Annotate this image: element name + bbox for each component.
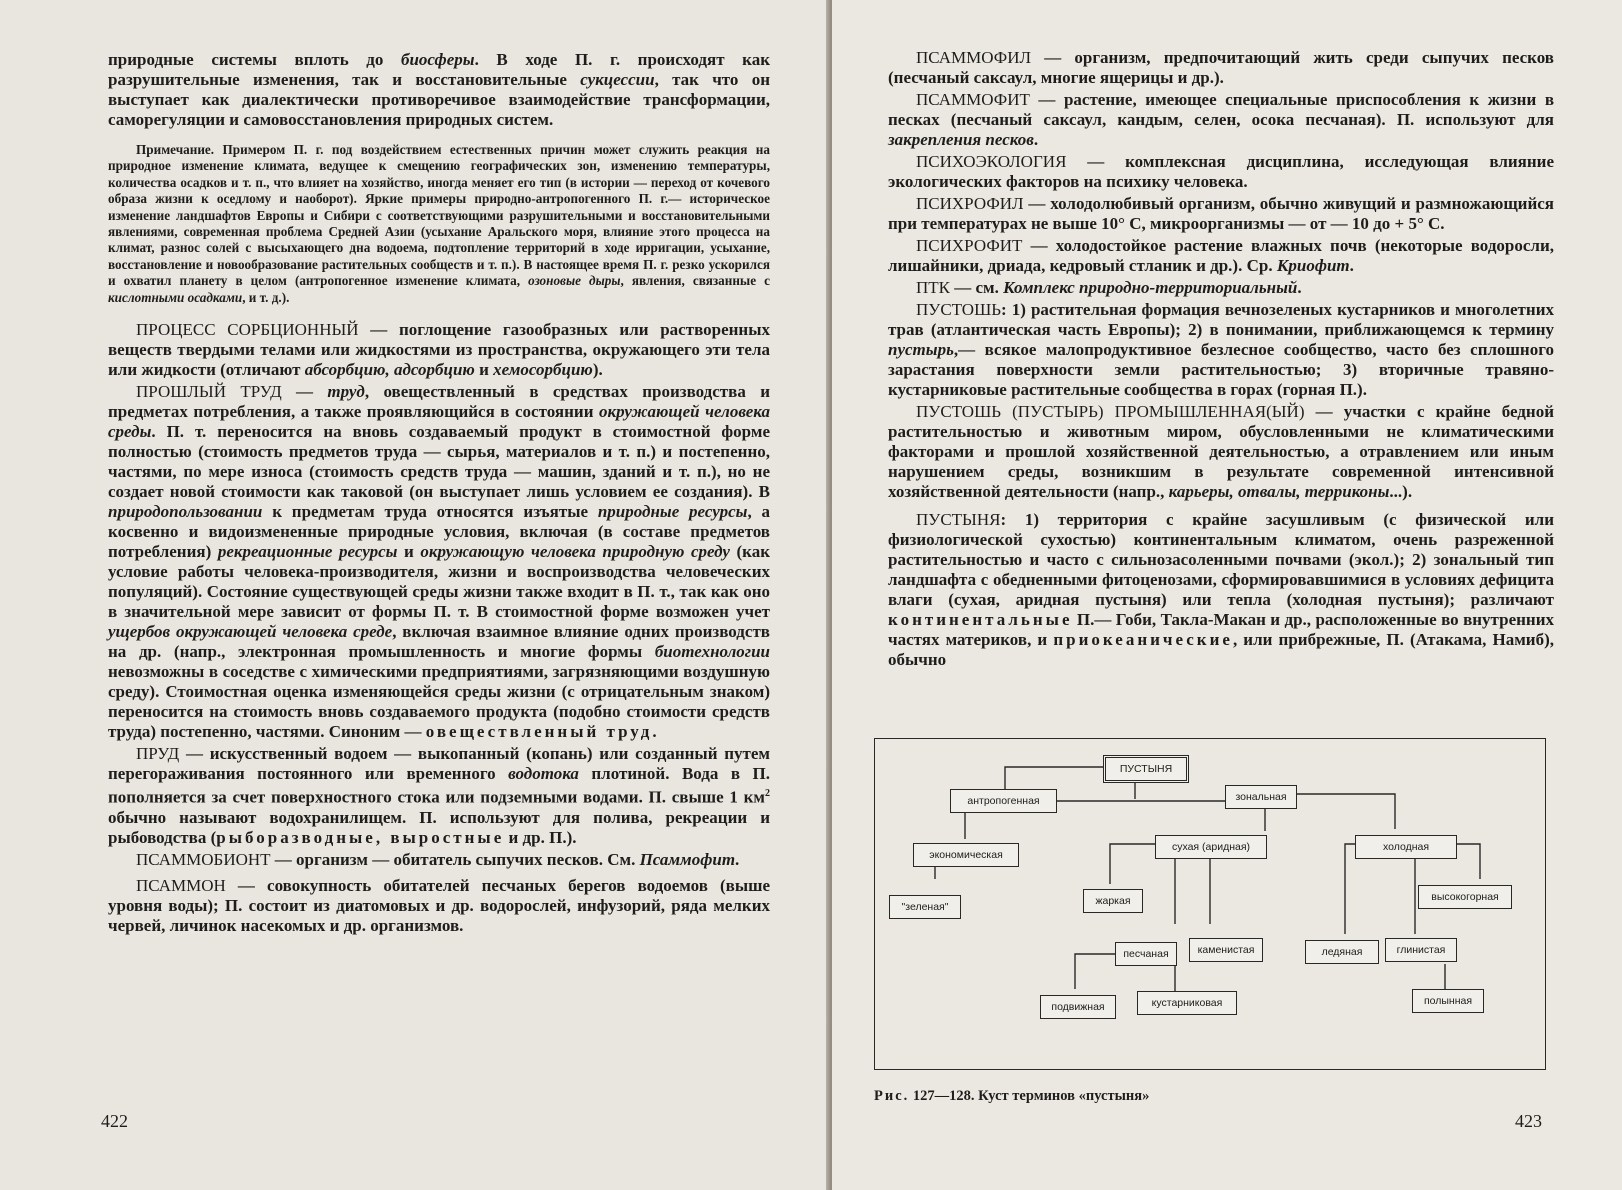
term-link: Псаммофит [639, 849, 736, 869]
text: — организм — обитатель сыпучих песков. См. [270, 849, 640, 869]
text: невозможны в соседстве с химическими предприятиями, загрязняющими воздушную среду). Стоимостная оценка изменяющейся среды жизни (с отрицательным знаком) переносится на стоимость вновь создаваемого продукта (подобно стоимости средств труда) постепенно, частями. Синоним — [108, 662, 770, 742]
page-number: 422 [101, 1111, 128, 1131]
entry-psammon [108, 876, 770, 936]
diagram-node-green: "зеленая" [889, 895, 961, 919]
term-link: окружающую человека природную среду [420, 542, 730, 562]
spaced-text: континентальные [888, 610, 1073, 629]
text: . [1349, 256, 1354, 275]
term-link: биотехнологии [654, 642, 770, 662]
entry-psychrophil [888, 194, 1554, 234]
text: ,— всякое малопродуктивное безлесное сообщество, часто без сплошного зарастания поверхности земли растительностью; 3) вторичные травяно-кустарниковые растительные сообщества в горах (горная П.). [888, 340, 1554, 399]
term-link: пустырь [888, 340, 954, 359]
diagram-node-clayey: глинистая [1385, 938, 1457, 962]
text: плотиной. Вода в П. пополняется за счет поверхностного стока или подземными водами. П. свыше 1 км [108, 764, 770, 807]
term-link: кислотными осадками [108, 289, 243, 305]
figure-caption [874, 1088, 1149, 1105]
text: — холодостойкое растение влажных почв (некоторые водоросли, лишайники, дриада, кедровый стланик и др.). Ср. [888, 236, 1554, 275]
note-paragraph [108, 142, 770, 306]
text: . В ходе П. г. происходят как разрушительные изменения, так и восстановительные [108, 50, 770, 89]
entry-head: ПТК [916, 278, 950, 297]
diagram-node-root: ПУСТЫНЯ [1103, 755, 1189, 783]
entry-head: ПСАММОН [136, 875, 226, 895]
text: — холодолюбивый организм, обычно живущий и размножающийся при температурах не выше 10° С, микроорганизмы — от — 10 до + 5° С. [888, 194, 1554, 233]
term-link: Комплекс природно-территориальный [1003, 278, 1298, 297]
term-link: Криофит [1276, 256, 1350, 275]
term-link: хемосорбцию [493, 360, 593, 380]
right-column [888, 46, 1554, 670]
entry-head: ПСАММОБИОНТ [136, 849, 271, 869]
term-link: озоновые дыры [528, 273, 621, 289]
right-page [832, 0, 1622, 1190]
text: . [1297, 278, 1302, 297]
text: . [652, 722, 657, 742]
entry-head: ПРОШЛЫЙ ТРУД [136, 382, 282, 402]
text: ). [592, 360, 603, 380]
term-link: карьеры, отвалы, терриконы [1168, 482, 1390, 501]
text: (как условие работы человека-производителя, жизни и воспроизводства человеческих популяций). Состояние существующей среды жизни также входит в П. т., так как оно в значительной мере зависит от формы П. т. В стоимостной форме возможен учет [108, 542, 770, 622]
entry-past-labor [108, 382, 770, 742]
text: — [281, 382, 328, 402]
text: . [735, 849, 740, 869]
entry-head: ПСИХРОФИТ [916, 236, 1023, 255]
text: . [1033, 130, 1039, 149]
superscript: 2 [765, 788, 770, 800]
term-link: труд [327, 382, 365, 402]
term-link: сукцессии [580, 70, 655, 89]
caption-prefix: Рис. [874, 1088, 910, 1104]
term-link: абсорбцию, адсорбцию [304, 360, 475, 380]
text: природные системы вплоть до [108, 50, 401, 69]
diagram-node-wormwood: полынная [1412, 989, 1484, 1013]
entry-pustosh-industrial [888, 402, 1554, 502]
text: , или прибрежные, П. (Атакама, Намиб), обычно [888, 630, 1555, 669]
text: : 1) территория с крайне засушливым (с физической или физиологической сухостью) континентальным климатом, очень разреженной растительностью и часто с сильнозасоленными почвами (экол.); 2) зональный тип ландшафта с обедненными фитоценозами, сформировавшимися в условиях дефицита влаги (сухая, аридная пустыня) или тепла (холодная пустыня); различают [888, 510, 1554, 609]
text: — поглощение газообразных или растворенных веществ твердыми телами или жидкостями из пространства, окружающего эти тела или жидкости (отличают [108, 320, 771, 380]
page-number: 423 [1515, 1111, 1542, 1131]
entry-psammobiont [108, 850, 770, 870]
text: : 1) растительная формация вечнозеленых кустарников и многолетних трав (атлантическая часть Европы); 2) в понимании, приближающемся к термину [888, 300, 1554, 339]
term-link: биосферы [400, 50, 475, 69]
entry-psychoecology [888, 152, 1554, 192]
diagram-node-dry: сухая (аридная) [1155, 835, 1267, 859]
text: , и т. д.). [242, 289, 290, 305]
entry-pond [108, 744, 770, 848]
text: Примером П. г. под воздействием естественных причин может служить реакция на природное изменение климата, ведущее к смещению географических зон, изменению температуры, количества осадков и т. п., что влияет на хозяйство, иногда меняет его тип (в истории — переход от кочевого образа жизни к оседлому и наоборот). Яркие примеры природно-антропогенного П. г.— историческое изменение ландшафтов Европы и Сибири с соответствующими разрушительными и восстановительными явлениями, современная проблема Средней Азии (усыхание Аральского моря, влияние этого процесса на климат, разнос солей с высыхающего дна водоема, подтопление территорий в ходе ирригации, усыхание, восстановление и новообразование растительных сообществ и т. п.). В настоящее время П. г. резко ускорился и охватил планету в целом (антропогенное изменение климата, [108, 142, 770, 289]
term-link: водотока [508, 764, 579, 784]
entry-head: ПУСТОШЬ (ПУСТЫРЬ) ПРОМЫШЛЕННАЯ(ЫЙ) [916, 402, 1305, 421]
text: , овеществленный в средствах производства и предметах потребления, а также проявляющийся в состоянии [108, 382, 770, 422]
entry-head: ПСИХОЭКОЛОГИЯ [916, 152, 1067, 171]
caption-text: 127—128. Куст терминов «пустыня» [909, 1088, 1150, 1104]
diagram-node-cold: холодная [1355, 835, 1457, 859]
text: ...). [1389, 482, 1413, 501]
text: обычно называют водохранилищем. П. используют для полива, рекреации и рыбоводства ( [108, 807, 770, 847]
text: и [474, 360, 494, 380]
entry-head: ПРОЦЕСС СОРБЦИОННЫЙ [136, 320, 359, 340]
text: . П. т. переносится на вновь создаваемый продукт в стоимостной форме полностью (стоимость предметов труда — сырья, материалов и т. п.) и постепенно, частями, по мере износа (стоимость средств труда — машин, зданий и т. п.), но не создает новой стоимости как таковой (он выступает лишь условием ее создания). В [108, 422, 770, 502]
diagram-node-highland: высокогорная [1418, 885, 1512, 909]
diagram-node-shrub: кустарниковая [1137, 991, 1237, 1015]
text: , включая взаимное влияние одних производств на др. (напр., электронная промышленность и многие формы [108, 622, 770, 662]
diagram-node-zonal: зональная [1225, 785, 1297, 809]
diagram-node-icy: ледяная [1305, 940, 1379, 964]
diagram-node-hot: жаркая [1083, 889, 1143, 913]
entry-head: ПРУД [136, 744, 180, 764]
entry-psychrophyt [888, 236, 1554, 276]
text: и др. П.). [504, 827, 577, 847]
synonym: овеществленный труд [425, 722, 653, 742]
text: , так что он выступает как диалектически противоречивое взаимодействие трансформации, саморегуляции и самовосстановления природных систем. [108, 70, 770, 129]
desert-term-diagram [874, 738, 1546, 1070]
text: — искусственный водоем — выкопанный (копань) или созданный путем перегораживания постоянного или временного [108, 744, 770, 784]
spaced-text: рыборазводные, выростные [216, 827, 505, 847]
diagram-node-economic: экономическая [913, 843, 1019, 867]
diagram-node-anthropogenic: антропогенная [950, 789, 1057, 813]
note-label: Примечание. [136, 142, 215, 157]
text: — участки с крайне бедной растительностью и животным миром, обусловленными не климатическими факторами и прошлой хозяйственной деятельностью, а отравлением или иным нарушением среды, возникшим в результате современной интенсивной хозяйственной деятельности (напр., [888, 402, 1554, 501]
diagram-node-sandy: песчаная [1115, 942, 1177, 966]
entry-head: ПСИХРОФИЛ [916, 194, 1024, 213]
diagram-node-stony: каменистая [1189, 938, 1263, 962]
text: П.— Гоби, Такла-Макан и др., расположенные во внутренних частях материков, и [888, 610, 1554, 649]
text: к предметам труда относятся изъятые [262, 502, 598, 522]
text: , а косвенно и видоизмененные природные условия, включая (в составе предметов потребления) [108, 502, 771, 562]
term-link: закрепления песков [888, 130, 1034, 149]
note-block [108, 142, 770, 306]
entry-ptk [888, 278, 1554, 298]
entry-desert [888, 510, 1554, 670]
spaced-text: приокеанические [1053, 630, 1233, 649]
entry-head: ПУСТЫНЯ [916, 510, 1001, 529]
text: — совокупность обитателей песчаных берегов водоемов (выше уровня воды); П. состоит из диатомовых и др. водорослей, инфузорий, ряда мелких червей, личинок насекомых и др. организмов. [108, 875, 770, 935]
entry-head: ПУСТОШЬ [916, 300, 1001, 319]
intro-paragraph [108, 50, 770, 130]
text: — комплексная дисциплина, исследующая влияние экологических факторов на психику человека. [888, 152, 1554, 191]
entry-pustosh [888, 300, 1554, 400]
entry-head: ПСАММОФИЛ [916, 48, 1031, 67]
text: , явления, связанные с [620, 273, 770, 289]
term-link: природные ресурсы [597, 502, 748, 522]
term-link: природопользовании [108, 502, 263, 522]
entry-sorption [108, 320, 770, 380]
term-link: ущербов окружающей человека среде [108, 622, 393, 642]
entry-psammophil [888, 48, 1554, 88]
left-column [108, 50, 770, 936]
diagram-node-mobile: подвижная [1040, 995, 1116, 1019]
entry-head: ПСАММОФИТ [916, 90, 1030, 109]
entry-psammophyt [888, 90, 1554, 150]
text: — организм, предпочитающий жить среди сыпучих песков (песчаный саксаул, многие ящерицы и др.). [888, 48, 1554, 87]
term-link: окружающей человека среды [108, 402, 771, 442]
term-link: рекреационные ресурсы [217, 542, 398, 562]
text: — растение, имеющее специальные приспособления к жизни в песках (песчаный саксаул, кандым, селен, осока песчаная). П. используют для [888, 90, 1554, 129]
text: и [397, 542, 421, 562]
text: — см. [950, 278, 1004, 297]
